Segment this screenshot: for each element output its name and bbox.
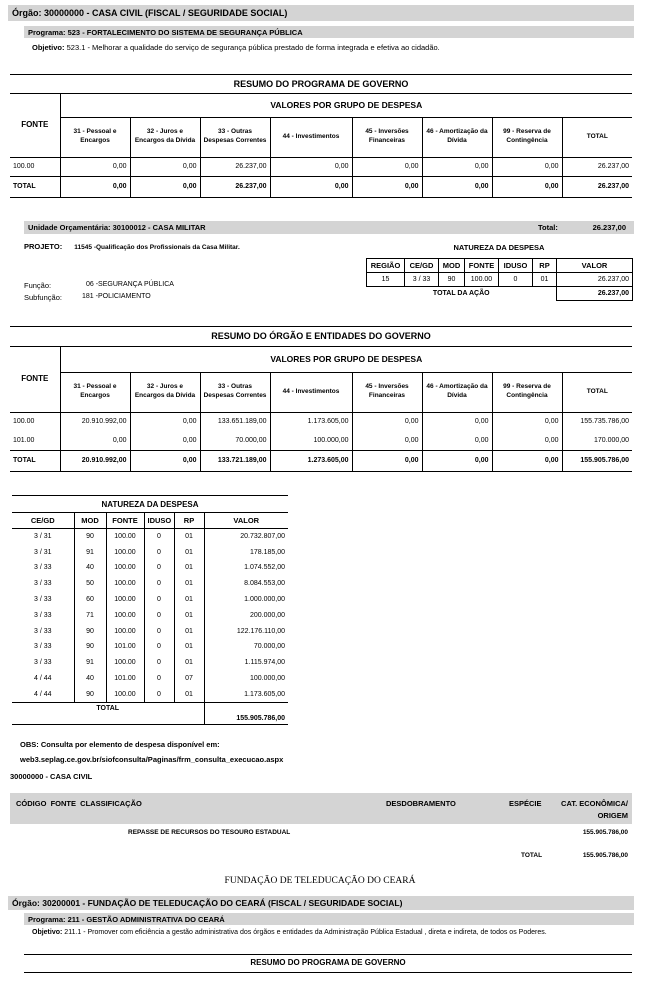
- natureza-table: [12, 495, 288, 725]
- natureza-cell: 0: [144, 639, 174, 655]
- natureza-cell: 01: [174, 576, 204, 592]
- total-value-cell: 0,00: [492, 176, 562, 197]
- group-column-header: 99 - Reserva de Contingência: [492, 117, 562, 157]
- natureza-cell: 0: [144, 607, 174, 623]
- obs-line2: web3.seplag.ce.gov.br/siofconsulta/Paginas/frm_consulta_execucao.aspx: [20, 755, 284, 764]
- natureza-cell: 01: [174, 623, 204, 639]
- natureza-cell: 100.00: [106, 560, 144, 576]
- natureza-acao-cell: 3 / 33: [405, 273, 439, 287]
- col-especie: ESPÉCIE: [509, 799, 542, 808]
- natureza-total-label: TOTAL: [96, 704, 120, 712]
- value-cell: 0,00: [270, 157, 352, 176]
- natureza-cell: 01: [174, 560, 204, 576]
- projeto: [24, 242, 240, 251]
- total-value-cell: 0,00: [422, 450, 492, 471]
- natureza-acao-cell: 90: [439, 273, 465, 287]
- orgao-title-bar: [8, 5, 634, 21]
- value-cell: 0,00: [422, 412, 492, 431]
- natureza-acao-cell: 0: [499, 273, 533, 287]
- group-column-header: 33 - Outras Despesas Correntes: [200, 117, 270, 157]
- orgao2-title: Órgão: 30200001 - FUNDAÇÃO DE TELEDUCAÇÃO DO CEARÁ (FISCAL / SEGURIDADE SOCIAL): [12, 898, 403, 908]
- classificacao-total-label: TOTAL: [521, 852, 543, 859]
- subfuncao-label: Subfunção:: [24, 293, 62, 302]
- table-row: [12, 623, 288, 639]
- table-row: [12, 592, 288, 608]
- natureza-cell: 01: [174, 607, 204, 623]
- funcao: [24, 281, 174, 290]
- natureza-cell: 91: [74, 544, 106, 560]
- natureza-cell: 70.000,00: [204, 639, 288, 655]
- unidade-total-label: Total:: [538, 223, 558, 232]
- fonte-header: FONTE: [10, 346, 60, 412]
- group-column-header: 45 - Inversões Financeiras: [352, 117, 422, 157]
- natureza-header: MOD: [74, 513, 106, 529]
- group-column-header: 32 - Juros e Encargos da Dívida: [130, 372, 200, 412]
- natureza-cell: 100.00: [106, 623, 144, 639]
- value-cell: 20.910.992,00: [60, 412, 130, 431]
- value-cell: 0,00: [352, 157, 422, 176]
- total-value-cell: 0,00: [492, 450, 562, 471]
- total-value-cell: 0,00: [60, 176, 130, 197]
- natureza-cell: 100.00: [106, 592, 144, 608]
- natureza-cell: 100.000,00: [204, 671, 288, 687]
- col-desdobramento: DESDOBRAMENTO: [386, 799, 456, 808]
- value-cell: 0,00: [492, 412, 562, 431]
- orgao2-title-bar: [8, 896, 634, 910]
- natureza-cell: 3 / 33: [33, 643, 52, 651]
- natureza-cell: 40: [74, 671, 106, 687]
- natureza-total-row: [12, 702, 288, 724]
- value-cell: 26.237,00: [562, 157, 632, 176]
- value-cell: 0,00: [352, 431, 422, 450]
- group-column-header: 44 - Investimentos: [270, 117, 352, 157]
- natureza-cell: 1.074.552,00: [204, 560, 288, 576]
- natureza-cell: 4 / 44: [33, 690, 52, 698]
- objetivo2-label: Objetivo:: [32, 929, 63, 936]
- group-column-header: TOTAL: [562, 372, 632, 412]
- natureza-header: FONTE: [106, 513, 144, 529]
- total-label: TOTAL: [10, 176, 60, 197]
- grupo-despesa-header: VALORES POR GRUPO DE DESPESA: [60, 93, 632, 117]
- group-column-header: 46 - Amortização da Dívida: [422, 372, 492, 412]
- table-row: [367, 273, 633, 287]
- natureza-cell: 20.732.807,00: [204, 529, 288, 545]
- classificacao-total-value: 155.905.786,00: [582, 852, 628, 859]
- natureza-acao-header: REGIÃO: [367, 259, 405, 273]
- value-cell: 0,00: [422, 431, 492, 450]
- natureza-acao-title: NATUREZA DA DESPESA: [453, 243, 545, 252]
- natureza-acao-grid: [366, 258, 633, 301]
- natureza-acao-cell: 26.237,00: [557, 273, 633, 287]
- natureza-header: RP: [174, 513, 204, 529]
- natureza-cell: 1.000.000,00: [204, 592, 288, 608]
- fonte-cell: 100.00: [10, 157, 60, 176]
- total-value-cell: 0,00: [130, 176, 200, 197]
- natureza-cell: 1.115.974,00: [204, 655, 288, 671]
- natureza-grid: [12, 495, 288, 725]
- col-cat-economica: CAT. ECONÔMICA/: [561, 799, 628, 808]
- group-column-header: TOTAL: [562, 117, 632, 157]
- table-row: [12, 686, 288, 702]
- natureza-cell: 0: [144, 544, 174, 560]
- group-column-header: 99 - Reserva de Contingência: [492, 372, 562, 412]
- projeto-label: PROJETO:: [24, 242, 63, 251]
- natureza-header: IDUSO: [144, 513, 174, 529]
- value-cell: 0,00: [130, 412, 200, 431]
- value-cell: 170.000,00: [562, 431, 632, 450]
- value-cell: 0,00: [60, 157, 130, 176]
- obs-line1: OBS: Consulta por elemento de despesa disponível em:: [20, 740, 220, 749]
- total-value-cell: 26.237,00: [562, 176, 632, 197]
- natureza-total-value: 155.905.786,00: [204, 702, 288, 724]
- natureza-acao-header: VALOR: [557, 259, 633, 273]
- natureza-cell: 90: [74, 529, 106, 545]
- natureza-cell: 01: [174, 592, 204, 608]
- resumo-programa-title: RESUMO DO PROGRAMA DE GOVERNO: [233, 79, 409, 89]
- group-column-header: 31 - Pessoal e Encargos: [60, 372, 130, 412]
- natureza-header: VALOR: [204, 513, 288, 529]
- resumo-programa2-title: RESUMO DO PROGRAMA DE GOVERNO: [250, 958, 406, 967]
- total-value-cell: 0,00: [352, 450, 422, 471]
- natureza-cell: 0: [144, 686, 174, 702]
- table-row: [12, 671, 288, 687]
- total-value-cell: 0,00: [270, 176, 352, 197]
- value-cell: 0,00: [130, 157, 200, 176]
- col-codigo-fonte-classificacao: CÓDIGO FONTE CLASSIFICAÇÃO: [16, 799, 142, 808]
- natureza-cell: 3 / 31: [33, 548, 52, 556]
- total-value-cell: 0,00: [130, 450, 200, 471]
- natureza-acao-cell: 15: [367, 273, 405, 287]
- natureza-title: NATUREZA DA DESPESA: [12, 496, 288, 513]
- value-cell: 0,00: [422, 157, 492, 176]
- natureza-cell: 100.00: [106, 607, 144, 623]
- natureza-cell: 71: [74, 607, 106, 623]
- subfuncao-value: 181 -POLICIAMENTO: [82, 293, 151, 300]
- total-row: [10, 176, 632, 197]
- natureza-cell: 4 / 44: [33, 675, 52, 683]
- objetivo2-text: 211.1 - Promover com eficiência a gestão administrativa dos órgãos e entidades da Administração Pública Estadual , direta e indireta, de todos os Poderes.: [64, 929, 547, 936]
- total-acao-value: 26.237,00: [557, 287, 633, 301]
- group-column-header: 33 - Outras Despesas Correntes: [200, 372, 270, 412]
- natureza-cell: 3 / 33: [33, 580, 52, 588]
- natureza-cell: 01: [174, 639, 204, 655]
- group-column-header: 46 - Amortização da Dívida: [422, 117, 492, 157]
- programa-title: Programa: 523 - FORTALECIMENTO DO SISTEMA DE SEGURANÇA PÚBLICA: [28, 28, 303, 37]
- natureza-acao-header: IDUSO: [499, 259, 533, 273]
- programa2-title: Programa: 211 - GESTÃO ADMINISTRATIVA DO CEARÁ: [28, 915, 225, 924]
- total-value-cell: 26.237,00: [200, 176, 270, 197]
- repasse-label: REPASSE DE RECURSOS DO TESOURO ESTADUAL: [128, 829, 291, 836]
- natureza-cell: 50: [74, 576, 106, 592]
- funcao-label: Função:: [24, 281, 52, 290]
- group-column-header: 45 - Inversões Financeiras: [352, 372, 422, 412]
- fonte-cell: 101.00: [10, 431, 60, 450]
- natureza-cell: 91: [74, 655, 106, 671]
- natureza-acao-cell: 100.00: [465, 273, 499, 287]
- table-row: [10, 412, 632, 431]
- natureza-cell: 01: [174, 529, 204, 545]
- natureza-acao-cell: 01: [533, 273, 557, 287]
- natureza-cell: 3 / 33: [33, 611, 52, 619]
- resumo-orgao-title: RESUMO DO ÓRGÃO E ENTIDADES DO GOVERNO: [211, 331, 431, 341]
- natureza-cell: 0: [144, 623, 174, 639]
- col-origem: ORIGEM: [597, 811, 628, 820]
- natureza-cell: 01: [174, 655, 204, 671]
- total-value-cell: 1.273.605,00: [270, 450, 352, 471]
- unidade-bar: [24, 221, 634, 234]
- resumo-programa-table: [10, 93, 632, 198]
- natureza-cell: 0: [144, 655, 174, 671]
- table-row: [12, 544, 288, 560]
- total-value-cell: 20.910.992,00: [60, 450, 130, 471]
- table-row: [10, 157, 632, 176]
- table-row: [12, 529, 288, 545]
- value-cell: 0,00: [492, 157, 562, 176]
- natureza-cell: 90: [74, 686, 106, 702]
- group-column-header: 32 - Juros e Encargos da Dívida: [130, 117, 200, 157]
- natureza-cell: 101.00: [106, 639, 144, 655]
- table-row: [12, 576, 288, 592]
- classificacao-header: [10, 793, 632, 824]
- objetivo-label: Objetivo:: [32, 43, 65, 52]
- subfuncao: [24, 293, 151, 302]
- value-cell: 0,00: [130, 431, 200, 450]
- group-column-header: 44 - Investimentos: [270, 372, 352, 412]
- table-row: [12, 560, 288, 576]
- total-value-cell: 133.721.189,00: [200, 450, 270, 471]
- natureza-cell: 200.000,00: [204, 607, 288, 623]
- value-cell: 0,00: [352, 412, 422, 431]
- natureza-cell: 8.084.553,00: [204, 576, 288, 592]
- natureza-cell: 0: [144, 529, 174, 545]
- value-cell: 155.735.786,00: [562, 412, 632, 431]
- casa-civil-label: 30000000 - CASA CIVIL: [10, 772, 93, 781]
- natureza-cell: 07: [174, 671, 204, 687]
- unidade-total-value: 26.237,00: [592, 223, 626, 232]
- orgao-title: Órgão: 30000000 - CASA CIVIL (FISCAL / SEGURIDADE SOCIAL): [12, 8, 288, 18]
- resumo-orgao-table: [10, 346, 632, 472]
- value-cell: 26.237,00: [200, 157, 270, 176]
- funcao-value: 06 -SEGURANÇA PÚBLICA: [86, 281, 174, 288]
- natureza-cell: 3 / 33: [33, 564, 52, 572]
- grupo-despesa-header: VALORES POR GRUPO DE DESPESA: [60, 346, 632, 372]
- table-row: [12, 639, 288, 655]
- natureza-cell: 3 / 31: [33, 533, 52, 541]
- value-cell: 0,00: [60, 431, 130, 450]
- table-row: [10, 431, 632, 450]
- programa-bar: [24, 26, 634, 38]
- natureza-cell: 3 / 33: [33, 659, 52, 667]
- natureza-cell: 01: [174, 686, 204, 702]
- objetivo2: [32, 929, 547, 936]
- natureza-cell: 60: [74, 592, 106, 608]
- fonte-cell: 100.00: [10, 412, 60, 431]
- expense-group-table: [10, 93, 632, 198]
- total-row: [10, 450, 632, 471]
- natureza-cell: 90: [74, 623, 106, 639]
- natureza-cell: 40: [74, 560, 106, 576]
- natureza-cell: 0: [144, 576, 174, 592]
- value-cell: 1.173.605,00: [270, 412, 352, 431]
- fonte-header: FONTE: [10, 93, 60, 157]
- natureza-cell: 0: [144, 592, 174, 608]
- total-value-cell: 155.905.786,00: [562, 450, 632, 471]
- natureza-cell: 122.176.110,00: [204, 623, 288, 639]
- projeto-text: 11545 -Qualificação dos Profissionais da Casa Militar.: [74, 244, 240, 251]
- natureza-cell: 100.00: [106, 544, 144, 560]
- natureza-cell: 3 / 33: [33, 627, 52, 635]
- fundacao-heading: FUNDAÇÃO DE TELEDUCAÇÃO DO CEARÁ: [224, 876, 416, 886]
- natureza-acao-header: RP: [533, 259, 557, 273]
- group-column-header: 31 - Pessoal e Encargos: [60, 117, 130, 157]
- expense-group-table: [10, 346, 632, 472]
- total-value-cell: 0,00: [352, 176, 422, 197]
- natureza-cell: 100.00: [106, 576, 144, 592]
- programa2-bar: [24, 913, 634, 925]
- natureza-cell: 178.185,00: [204, 544, 288, 560]
- value-cell: 0,00: [492, 431, 562, 450]
- table-row: [12, 607, 288, 623]
- natureza-acao-header: MOD: [439, 259, 465, 273]
- repasse-value: 155.905.786,00: [582, 829, 628, 836]
- natureza-cell: 0: [144, 671, 174, 687]
- value-cell: 100.000,00: [270, 431, 352, 450]
- natureza-acao-header: CE/GD: [405, 259, 439, 273]
- natureza-cell: 1.173.605,00: [204, 686, 288, 702]
- natureza-acao-table: [366, 258, 632, 301]
- natureza-cell: 100.00: [106, 529, 144, 545]
- value-cell: 70.000,00: [200, 431, 270, 450]
- total-label: TOTAL: [10, 450, 60, 471]
- natureza-cell: 90: [74, 639, 106, 655]
- natureza-cell: 100.00: [106, 686, 144, 702]
- natureza-cell: 3 / 33: [33, 596, 52, 604]
- table-row: [12, 655, 288, 671]
- total-value-cell: 0,00: [422, 176, 492, 197]
- natureza-cell: 100.00: [106, 655, 144, 671]
- natureza-cell: 101.00: [106, 671, 144, 687]
- total-acao-label: TOTAL DA AÇÃO: [367, 287, 557, 301]
- objetivo: [32, 43, 440, 52]
- total-acao-row: [367, 287, 633, 301]
- value-cell: 133.651.189,00: [200, 412, 270, 431]
- natureza-header: CE/GD: [30, 516, 55, 525]
- natureza-cell: 01: [174, 544, 204, 560]
- natureza-cell: 0: [144, 560, 174, 576]
- objetivo-text: 523.1 - Melhorar a qualidade do serviço de segurança pública prestado de forma integrada e efetiva ao cidadão.: [66, 43, 440, 52]
- unidade-title: Unidade Orçamentária: 30100012 - CASA MILITAR: [28, 223, 206, 232]
- natureza-acao-header: FONTE: [465, 259, 499, 273]
